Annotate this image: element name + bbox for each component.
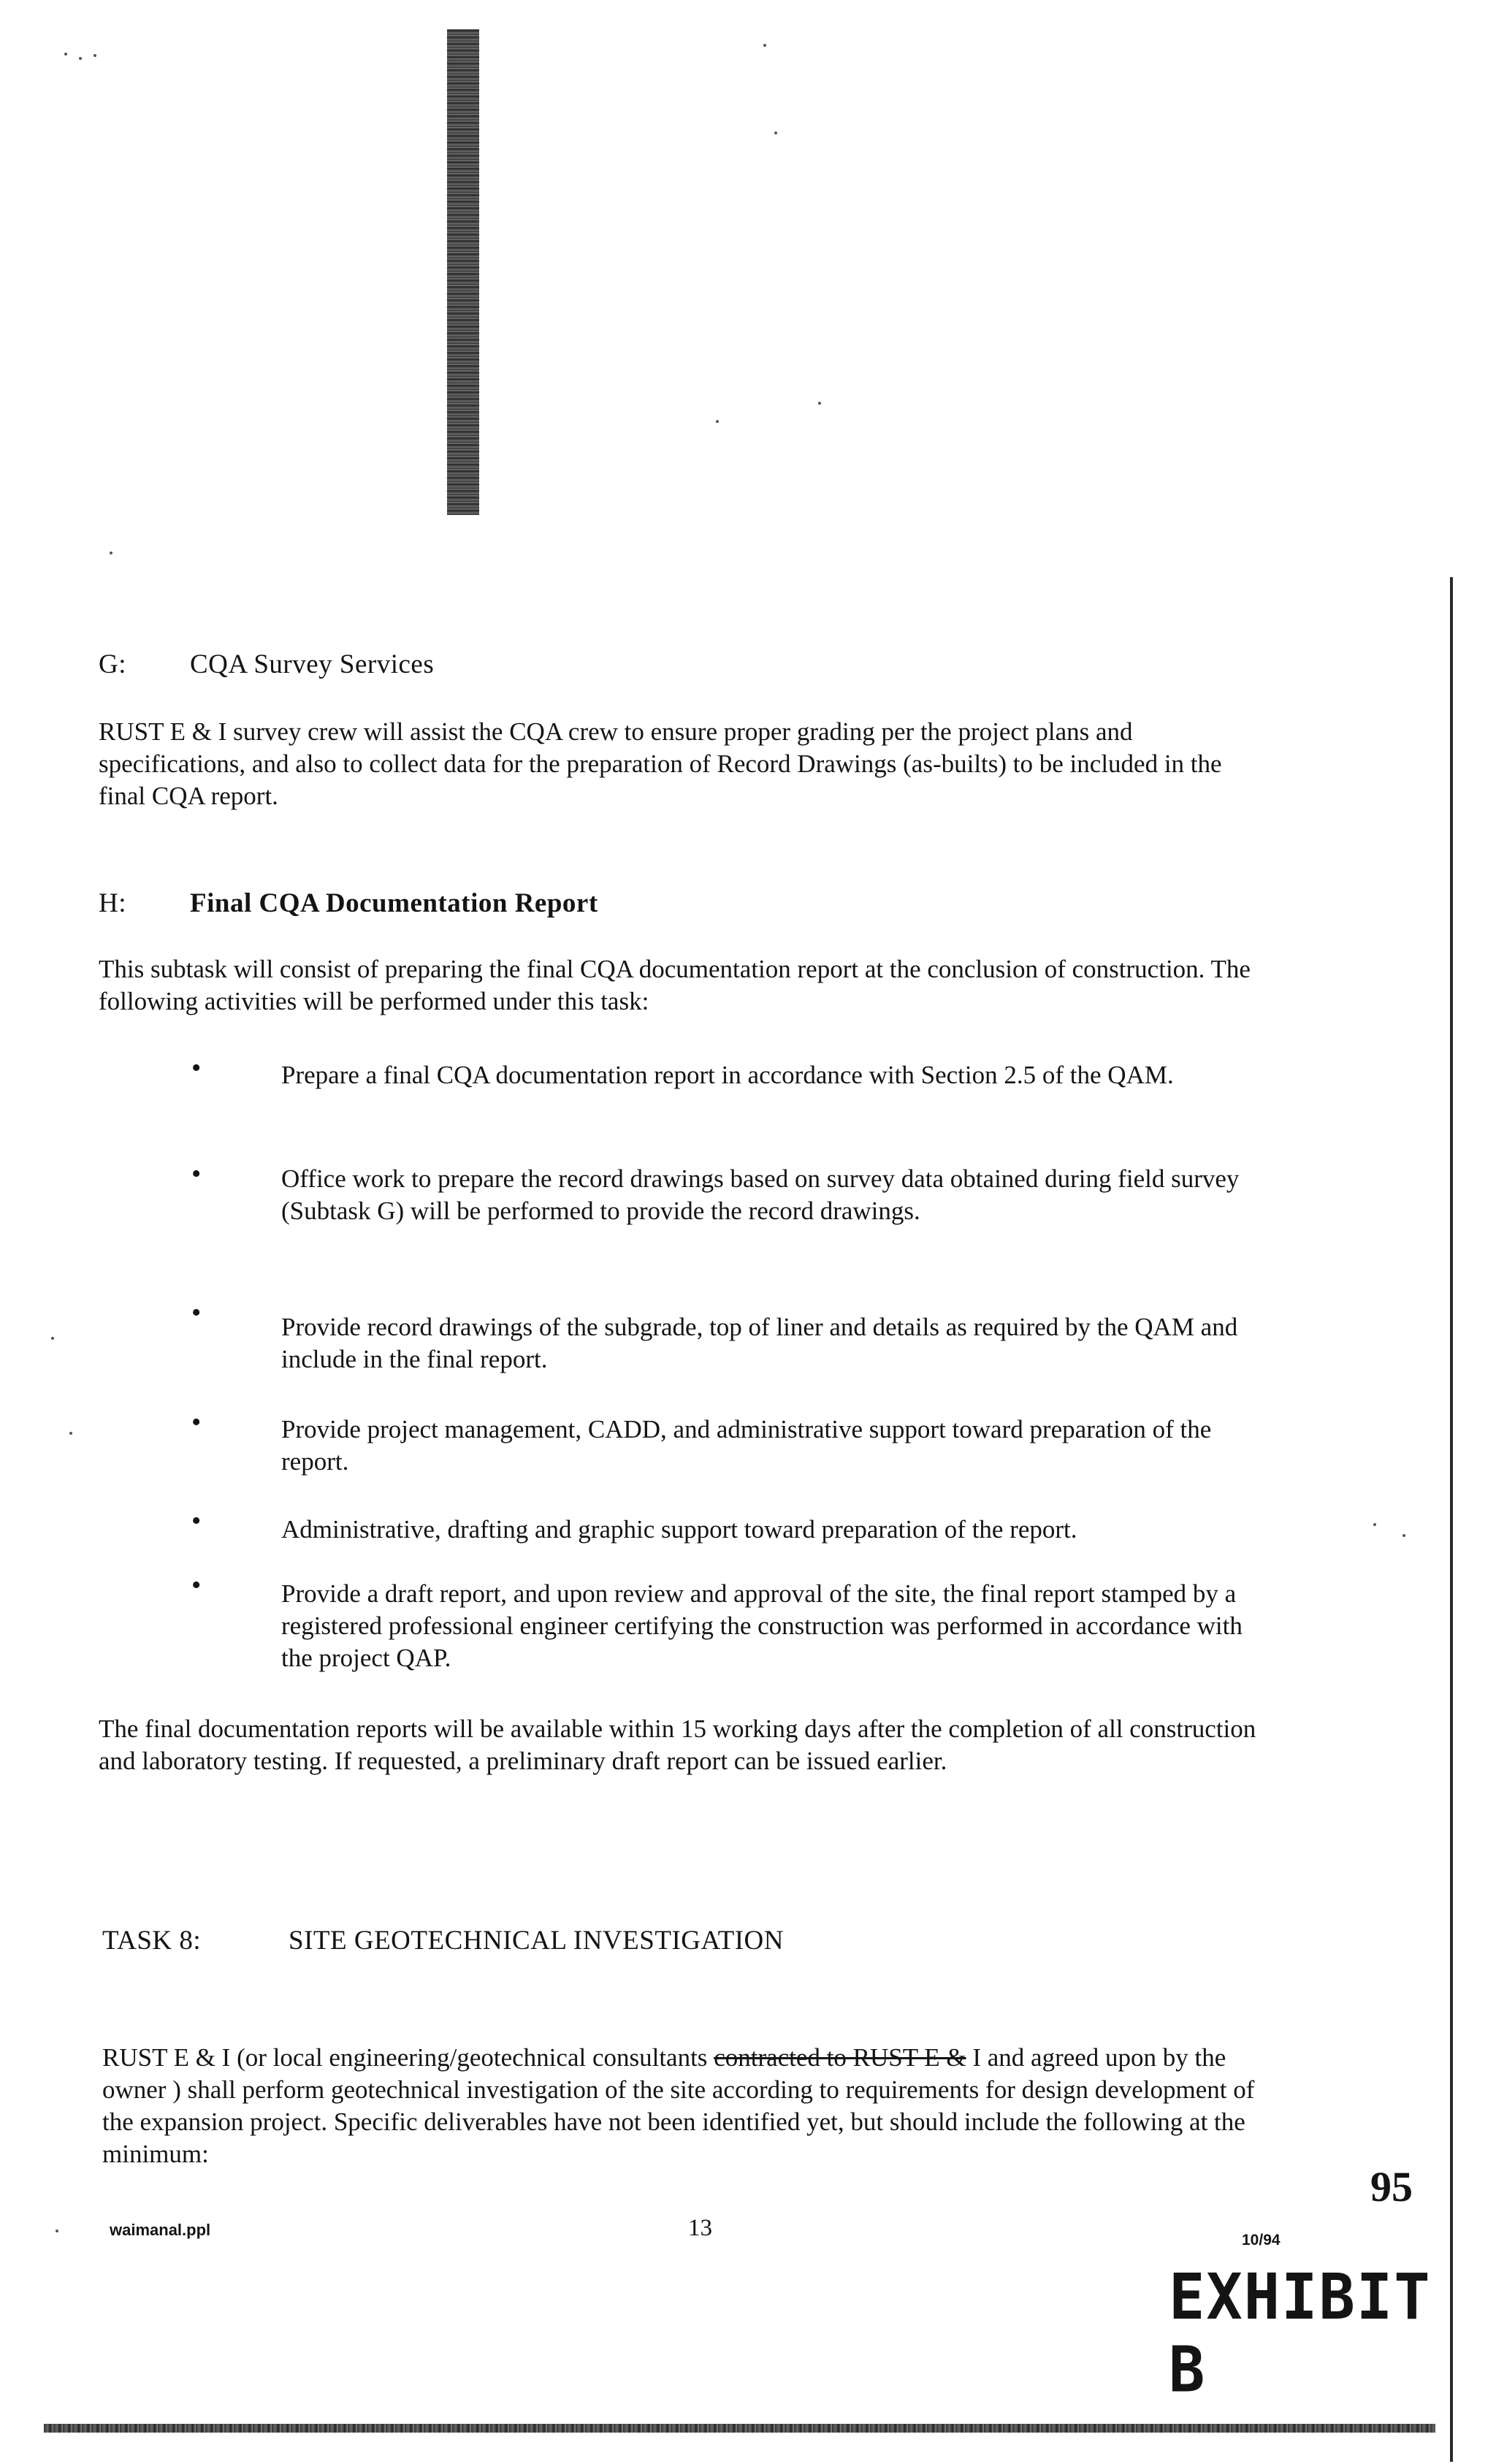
section-h-heading xyxy=(99,888,598,919)
task-8-struck-text: contracted to RUST E & xyxy=(714,2043,966,2072)
scan-bottom-edge xyxy=(44,2424,1435,2433)
scan-speck xyxy=(110,552,112,554)
task-8-heading xyxy=(102,1925,784,1956)
scan-binding-strip xyxy=(447,29,479,515)
scan-speck xyxy=(94,54,96,57)
scan-speck xyxy=(69,1432,72,1435)
footer-filename: waimanal.ppl xyxy=(110,2221,211,2239)
scan-speck xyxy=(56,2230,58,2232)
bullet-marker: • xyxy=(191,1506,202,1536)
scan-speck xyxy=(763,44,766,47)
bullet-marker: • xyxy=(191,1297,202,1328)
section-g-label: G: xyxy=(99,649,126,679)
scan-speck xyxy=(818,402,821,405)
task-8-body-part1: RUST E & I (or local engineering/geotechnical consultants xyxy=(102,2043,714,2072)
bullet-item-3: Provide record drawings of the subgrade, top of liner and details as required by the QAM and include in the final report. xyxy=(281,1313,1238,1373)
section-h-intro: This subtask will consist of preparing the final CQA documentation report at the conclusion of construction. The following activities will be performed under this task: xyxy=(99,955,1251,1015)
bullet-marker: • xyxy=(191,1570,202,1601)
bullet-item-2: Office work to prepare the record drawings based on survey data obtained during field survey (Subtask G) will be performed to provide the record drawings. xyxy=(281,1164,1240,1225)
section-h-closing: The final documentation reports will be available within 15 working days after the completion of all construction and laboratory testing. If requested, a preliminary draft report can be issued earlier. xyxy=(99,1714,1256,1775)
scan-speck xyxy=(64,53,67,56)
task-8-body-part2: I and agreed upon by the owner ) shall perform geotechnical investigation of the site according to requirements for design development of the expansion project. Specific deliverables have not been identified yet, but should include the following at the minimum: xyxy=(102,2043,1255,2168)
scan-speck xyxy=(51,1337,54,1340)
bullet-item-6: Provide a draft report, and upon review and approval of the site, the final report stamped by a registered professional engineer certifying the construction was performed in accordance with the project QAP. xyxy=(281,1579,1243,1672)
section-h-title: Final CQA Documentation Report xyxy=(190,888,598,918)
task-8-title: SITE GEOTECHNICAL INVESTIGATION xyxy=(289,1926,784,1956)
section-g-body: RUST E & I survey crew will assist the CQA crew to ensure proper grading per the project plans and specifications, and also to collect data for the preparation of Record Drawings (as-builts) to be included in the final CQA report. xyxy=(99,717,1222,810)
footer-date: 10/94 xyxy=(1242,2232,1281,2249)
scan-speck xyxy=(1373,1523,1376,1526)
section-g-heading xyxy=(99,649,434,680)
scan-speck xyxy=(1402,1534,1405,1537)
footer-page-number: 13 xyxy=(688,2215,712,2241)
bullet-marker: • xyxy=(191,1407,202,1438)
scan-speck xyxy=(79,57,82,60)
section-h-label: H: xyxy=(99,888,126,918)
scan-speck xyxy=(716,420,719,423)
bullet-item-5: Administrative, drafting and graphic support toward preparation of the report. xyxy=(281,1515,1077,1544)
scan-edge-line xyxy=(1450,577,1453,2462)
bullet-item-1: Prepare a final CQA documentation report in accordance with Section 2.5 of the QAM. xyxy=(281,1061,1174,1089)
bullet-item-4: Provide project management, CADD, and administrative support toward preparation of the report. xyxy=(281,1415,1212,1476)
bullet-marker: • xyxy=(191,1159,202,1189)
section-g-title: CQA Survey Services xyxy=(190,649,435,679)
scan-speck xyxy=(774,131,777,134)
task-8-label: TASK 8: xyxy=(102,1926,202,1956)
page-stamp-number: 95 xyxy=(1370,2163,1413,2211)
exhibit-stamp: EXHIBIT B xyxy=(1169,2261,1432,2407)
bullet-marker: • xyxy=(191,1053,202,1083)
task-8-body xyxy=(102,2042,1264,2170)
